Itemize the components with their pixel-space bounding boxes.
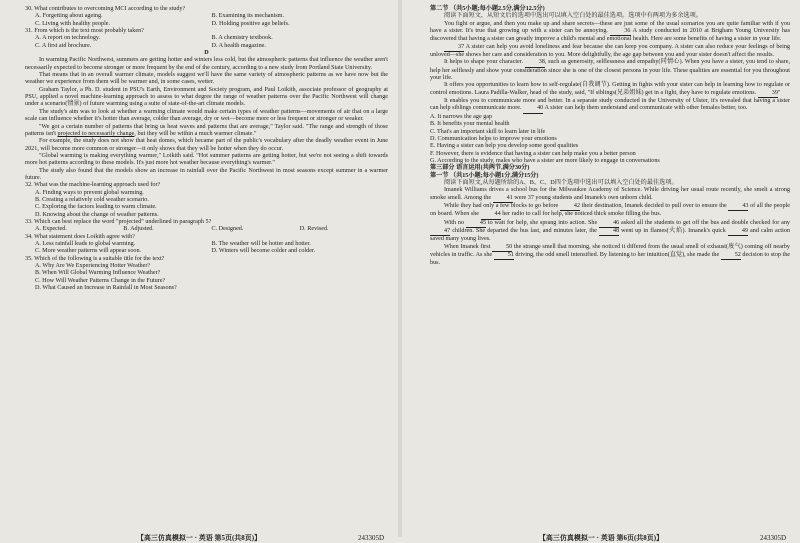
q33-options bbox=[25, 226, 388, 233]
option: C. More weather patterns will appear soon. bbox=[35, 248, 142, 255]
footer-code: 243305D bbox=[357, 534, 384, 542]
passage-paragraph: That means that in an overall warmer climate, models suggest we'll have the same variety of atmospheric patterns as we have now but the weather we experience from them will be warmer and, in some cases, wetter. bbox=[25, 72, 388, 86]
q30-options bbox=[25, 13, 388, 28]
option: C. A first aid brochure. bbox=[35, 42, 92, 49]
option: B. The weather will be hotter and hotter. bbox=[211, 241, 311, 247]
blank-36: 36 bbox=[610, 28, 630, 36]
blank-50: 50 bbox=[492, 244, 512, 252]
underlined-phrase: projected to necessarily change bbox=[57, 130, 135, 137]
option: A. Less rainfall leads to global warming. bbox=[35, 241, 136, 247]
blank-51: 51 bbox=[494, 252, 514, 260]
q35-options bbox=[25, 263, 388, 292]
right-page bbox=[402, 0, 800, 542]
passage-paragraph: "Global warming is making everything warmer," Loikith said. "Hot summer patterns are getting hotter, but we're not seeing a shift towards more hot patterns according to these models. It's just more hot weather because everything's warmer." bbox=[25, 152, 388, 167]
option: A. It narrows the age gap bbox=[430, 113, 493, 120]
passage-paragraph: It enables you to communicate more and better. In a separate study conducted in the University of Ulster, it's revealed that having a sister can help siblings communicate more. 40 A sister can help them understand and communicate with other females better, too. bbox=[430, 98, 790, 114]
blank-46: 46 bbox=[599, 220, 619, 228]
left-page bbox=[0, 0, 398, 542]
q35-stem: 35. Which of the following is a suitable title for the text? bbox=[25, 255, 165, 262]
option: A. Expected. bbox=[35, 226, 67, 233]
q32-options bbox=[25, 190, 388, 219]
passage-letter: D bbox=[204, 50, 209, 57]
option: E. Having a sister can help you develop some good qualities bbox=[430, 143, 579, 150]
option: A. Forgetting about ageing. bbox=[35, 13, 103, 20]
cloze-paragraph: While they had only a few blocks to go before 42 their destination, Imanek decided to pull over to ensure the 43 of all the people on board. When she 44 her radio to call for help, she noticed thick smoke filling the bus. bbox=[430, 203, 790, 220]
blank-42: 42 bbox=[560, 203, 580, 211]
option: A. Finding ways to prevent global warming. bbox=[35, 189, 144, 196]
passage-paragraph: 37 A sister can help you avoid loneliness and fear because she can keep you company. A sister can also reduce your feelings of being unloved—she shows her care and consideration to you. More delightfully, the age gap between you and your sister doesn't affect the results. bbox=[430, 43, 790, 59]
part-title: 第三部分 语言运用(共两节,满分30分) bbox=[430, 165, 530, 172]
option: F. However, there is evidence that having a sister can help make you a better person bbox=[430, 150, 636, 157]
q31-options bbox=[25, 35, 388, 50]
option: D. Revised. bbox=[299, 226, 329, 233]
passage-paragraph: Graham Taylor, a Ph. D. student in PSU's Earth, Environment and Society program, and Paul Loikith, associate professor of geography at PSU, applied a novel machine-learning approach to assess to what degree the range of weather patterns over the Pacific Northwest will change under a scenario(情景) of future warming using a suite of state-of-the-art climate models. bbox=[25, 86, 388, 108]
passage-paragraph: It helps to shape your character. 38, such as generosity, selflessness and empathy(同情心). When you have a sister, you tend to share, help her selflessly and show your consideration since she is one of the closest persons in your life. These qualities are essential for you throughout your life. bbox=[430, 59, 790, 82]
q32-stem: 32. What was the machine-learning approach used for? bbox=[25, 182, 161, 189]
q34-options bbox=[25, 241, 388, 256]
option: G. According to the study, males who have a sister are more likely to engage in conversations bbox=[430, 157, 660, 164]
blank-37: 37 bbox=[444, 44, 464, 52]
cloze-paragraph: Imanek Williams drives a school bus for the Milwaukee Academy of Science. While driving her usual route recently, she smelt a strong smoke smell. Among the 41 were 37 young students and Imanek's own unborn child. bbox=[430, 187, 790, 203]
blank-40: 40 bbox=[523, 105, 543, 113]
answer-options bbox=[430, 114, 790, 165]
option: D. Knowing about the change of weather patterns. bbox=[35, 211, 159, 218]
section-title: 第二节 （共5小题;每小题2.5分,满分12.5分) bbox=[430, 6, 545, 12]
blank-38: 38 bbox=[525, 59, 545, 67]
option: D. Communication helps to improve your emotions bbox=[430, 135, 557, 142]
blank-52: 52 bbox=[721, 252, 741, 260]
option: C. How Will Weather Patterns Change in the Future? bbox=[35, 277, 166, 284]
option: C. Exploring the factors leading to warm climate. bbox=[35, 204, 157, 211]
passage-paragraph: The study also found that the models show an increase in rainfall over the Pacific Northwest in most seasons except summer in a warmer future. bbox=[25, 167, 388, 181]
passage-paragraph: In warming Pacific Northwest, summers are getting hotter and winters less cold, but the atmospheric patterns that influence the weather aren't necessarily expected to become stronger or more frequent by the end of the century, according to a new study from Portland State University. bbox=[25, 57, 388, 71]
option: B. A chemistry textbook. bbox=[211, 35, 273, 42]
blank-47: 47 bbox=[430, 228, 450, 236]
option: B. Examining its mechanism. bbox=[211, 13, 284, 20]
option: B. When Will Global Warming Influence Weather? bbox=[35, 270, 161, 277]
option: D. What Caused an Increase in Rainfall in Most Seasons? bbox=[35, 285, 177, 292]
option: C. Designed. bbox=[211, 226, 244, 233]
part-section-title: 第一节 （共15小题;每小题1分,满分15分) bbox=[430, 172, 539, 179]
q34-stem: 34. What statement does Loikith agree with? bbox=[25, 233, 135, 240]
footer-page-label: 【高三仿真模拟一 · 英语 第5页(共8页)】 bbox=[136, 534, 262, 542]
passage-paragraph: It offers you opportunities to learn how to self-regulate(自我调节). Getting in fights with your sister can help in learning how to regulate or control emotions. Laura Padilla-Walker, head of the study, said, "If siblings(兄弟姐妹) get in a fight, they have to regulate emotions. 39" bbox=[430, 82, 790, 98]
option: C. That's an important skill to learn later in life bbox=[430, 128, 546, 135]
blank-48: 48 bbox=[599, 228, 619, 236]
option: C. Living with healthy people. bbox=[35, 20, 111, 27]
blank-43: 43 bbox=[728, 203, 748, 211]
q33-stem: 33. Which can best replace the word "projected" underlined in paragraph 5? bbox=[25, 218, 212, 225]
cloze-paragraph: With no 45 to wait for help, she sprang into action. She 46 asked all the students to get off the bus and double checked for any 47 children. She departed the bus last, and minutes later, the 48 went up in flames(火焰). Imanek's quick 49 and calm action saved many young lives. bbox=[430, 219, 790, 243]
footer-page-label: 【高三仿真模拟一 · 英语 第6页(共8页)】 bbox=[538, 534, 664, 542]
footer-code: 243305D bbox=[759, 534, 786, 542]
option: D. A health magazine. bbox=[211, 42, 266, 49]
cloze-paragraph: When Imanek first 50 the strange smell that morning, she noticed it differed from the usual smell of exhaust(废气) coming off nearby vehicles in traffic. As she 51 driving, the odd smell intensified. By listening to her intuition(直觉), she made the 52 decision to stop the bus. bbox=[430, 243, 791, 267]
blank-45: 45 bbox=[466, 220, 486, 228]
option: D. Winters will become colder and colder. bbox=[211, 248, 316, 255]
passage-paragraph: "We got a certain number of patterns that bring us heat waves and patterns that are average," Taylor said. "The range and strength of those patterns isn't projected to necessarily change, but they will be within a much warmer climate." bbox=[25, 123, 388, 137]
passage-paragraph: You fight or argue, and then you make up and share secrets—these are just some of the usual scenarios you are quite familiar with if you have a sister. It's true that growing up with a sister can be annoying. 36 A study conducted in 2010 at Brigham Young University has discovered that having a sister can greatly improve a child's mental and emotional health. Here are some benefits of having a sister in your life. bbox=[430, 20, 791, 43]
q30-stem: 30. What contributes to overcoming MCI according to the study? bbox=[25, 6, 186, 12]
blank-39: 39 bbox=[758, 90, 778, 98]
section-instruction: 阅读下面短文，从短文后的选项中选出可以填入空白处的最佳选项。选项中有两项为多余选项。 bbox=[444, 13, 702, 20]
passage-paragraph: For example, the study does not show that heat domes, which became part of the public's vocabulary after the deadly weather event in June 2021, will become more common or stronger—it only shows that they will be hotter when they do occur. bbox=[25, 138, 388, 152]
option: A. A report on technology. bbox=[35, 35, 101, 42]
option: D. Holding positive age beliefs. bbox=[211, 20, 290, 27]
blank-41: 41 bbox=[493, 195, 513, 203]
option: B. Creating a relatively cold weather scenario. bbox=[35, 196, 149, 203]
part-instruction: 阅读下面短文,从每题所给的A、B、C、D四个选项中选出可以填入空白处的最佳选项。 bbox=[444, 179, 678, 186]
passage-paragraph: The study's aim was to look at whether a warming climate would make certain types of weather patterns—movements of air that on a large scale can influence whether it's hotter than average, colder than average, dry or wet—become more or less frequent or stronger or weaker. bbox=[25, 108, 388, 123]
blank-49: 49 bbox=[728, 228, 748, 236]
q31-stem: 31. From which is the text most probably taken? bbox=[25, 28, 144, 35]
option: B. Adjusted. bbox=[123, 226, 154, 233]
blank-44: 44 bbox=[481, 211, 501, 219]
option: B. It benefits your mental health bbox=[430, 121, 510, 128]
option: A. Why Are We Experiencing Hotter Weather? bbox=[35, 263, 151, 270]
